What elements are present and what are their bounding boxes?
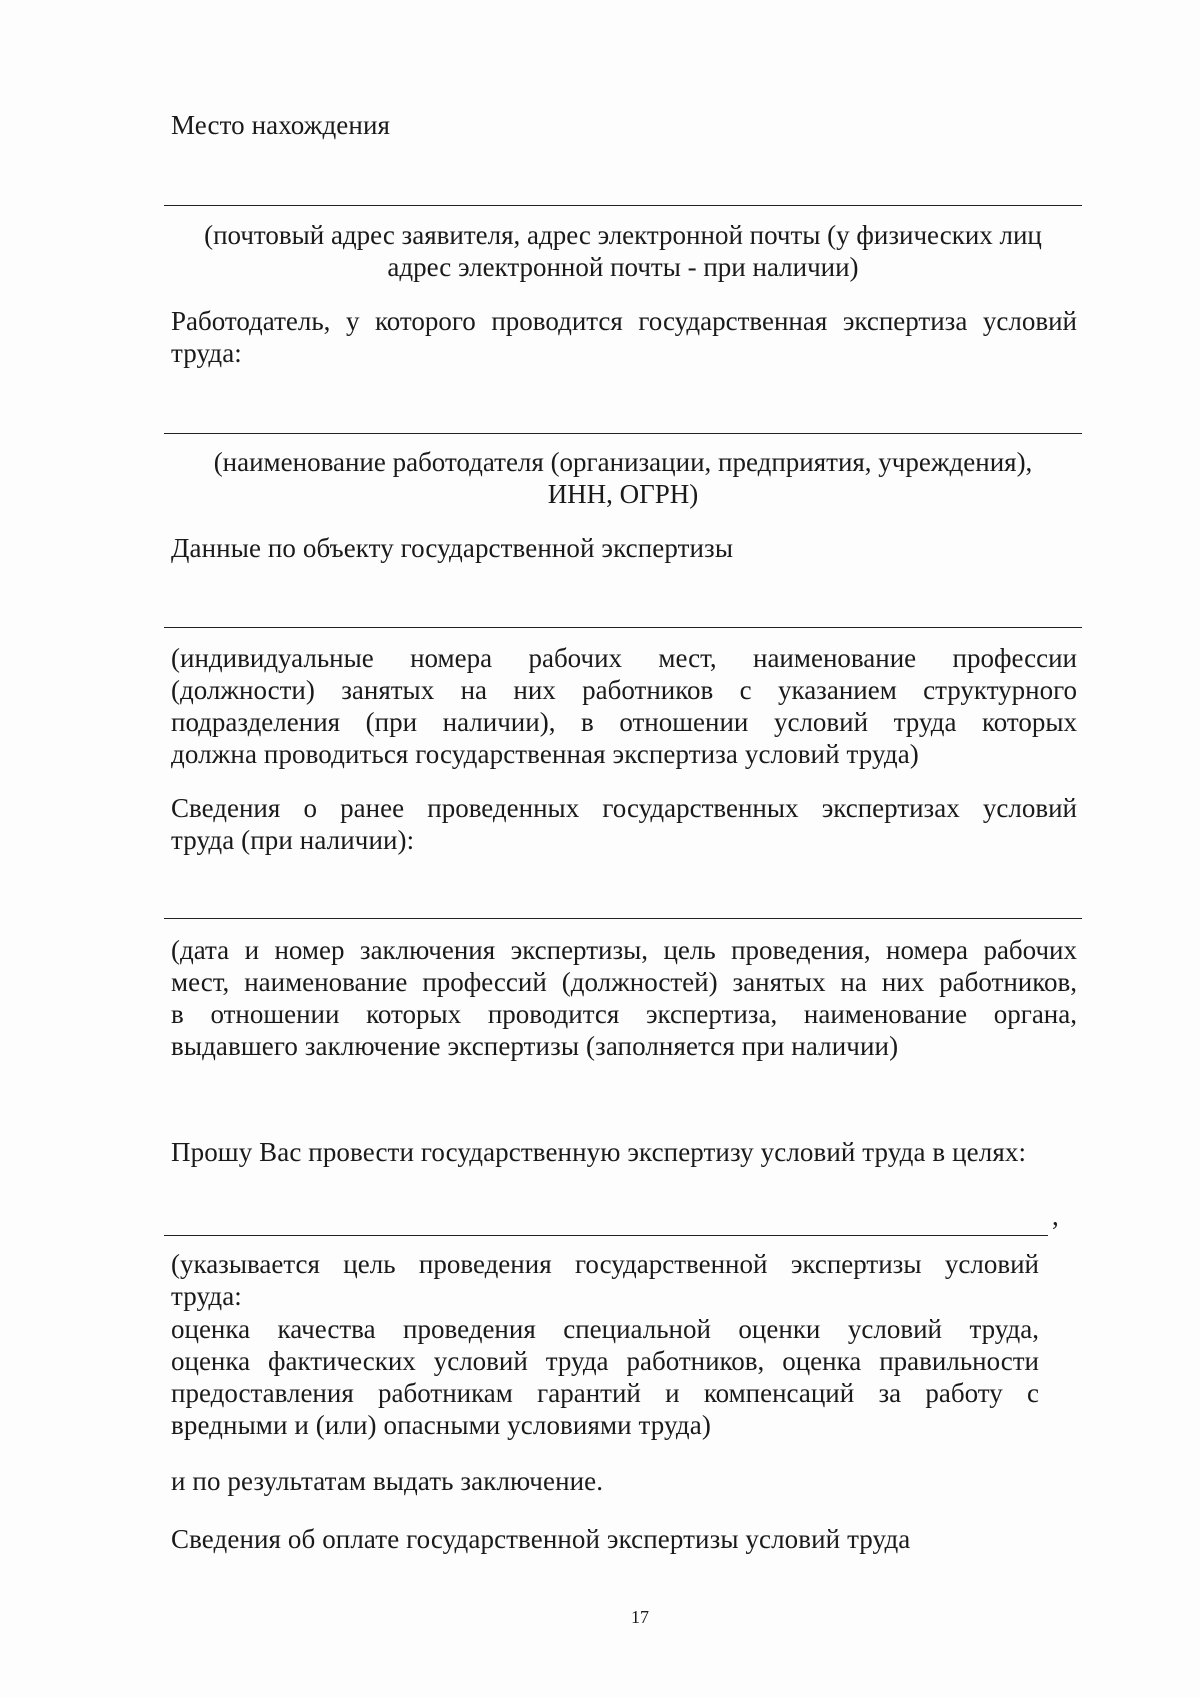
employer-label-line-2: труда: [171,338,242,368]
employer-fill-line [164,433,1082,434]
purpose-comma: , [1052,1201,1059,1231]
previous-fill-line [164,918,1082,919]
previous-caption-line-3: в отношении которых проводится экспертиза, наименование органа, [171,999,1077,1029]
purpose-caption-line-2: труда: [171,1281,242,1311]
purpose-fill-line [164,1235,1048,1236]
payment-label: Сведения об оплате государственной экспертизы условий труда [171,1524,911,1554]
request-label: Прошу Вас провести государственную экспертизу условий труда в целях: [171,1137,1027,1167]
employer-caption-line-1: (наименование работодателя (организации, предприятия, учреждения), [213,447,1033,477]
object-caption-line-3: подразделения (при наличии), в отношении условий труда которых [171,707,1077,737]
previous-label-line-1: Сведения о ранее проведенных государственных экспертизах условий [171,793,1077,823]
location-caption-line-2: адрес электронной почты - при наличии) [387,252,859,282]
employer-caption-line-2: ИНН, ОГРН) [547,479,699,509]
object-caption-line-4: должна проводиться государственная экспертиза условий труда) [171,739,919,769]
purpose-caption-line-1: (указывается цель проведения государственной экспертизы условий [171,1249,1039,1279]
purpose-caption-line-3: оценка качества проведения специальной оценки условий труда, [171,1314,1039,1344]
purpose-caption-line-5: предоставления работникам гарантий и компенсаций за работу с [171,1378,1039,1408]
object-label: Данные по объекту государственной экспертизы [171,533,734,563]
object-caption-line-2: (должности) занятых на них работников с указанием структурного [171,675,1077,705]
purpose-caption-line-4: оценка фактических условий труда работников, оценка правильности [171,1346,1039,1376]
object-fill-line [164,627,1082,628]
purpose-caption-line-6: вредными и (или) опасными условиями труда) [171,1410,711,1440]
page-number: 17 [631,1607,649,1627]
location-caption-line-1: (почтовый адрес заявителя, адрес электронной почты (у физических лиц [204,220,1042,250]
previous-caption-line-4: выдавшего заключение экспертизы (заполняется при наличии) [171,1031,899,1061]
location-label: Место нахождения [171,110,391,140]
conclusion-text: и по результатам выдать заключение. [171,1466,604,1496]
employer-label-line-1: Работодатель, у которого проводится государственная экспертиза условий [171,306,1077,336]
location-fill-line [164,205,1082,206]
previous-caption-line-1: (дата и номер заключения экспертизы, цель проведения, номера рабочих [171,935,1077,965]
object-caption-line-1: (индивидуальные номера рабочих мест, наименование профессии [171,643,1077,673]
previous-caption-line-2: мест, наименование профессий (должностей) занятых на них работников, [171,967,1077,997]
previous-label-line-2: труда (при наличии): [171,825,415,855]
